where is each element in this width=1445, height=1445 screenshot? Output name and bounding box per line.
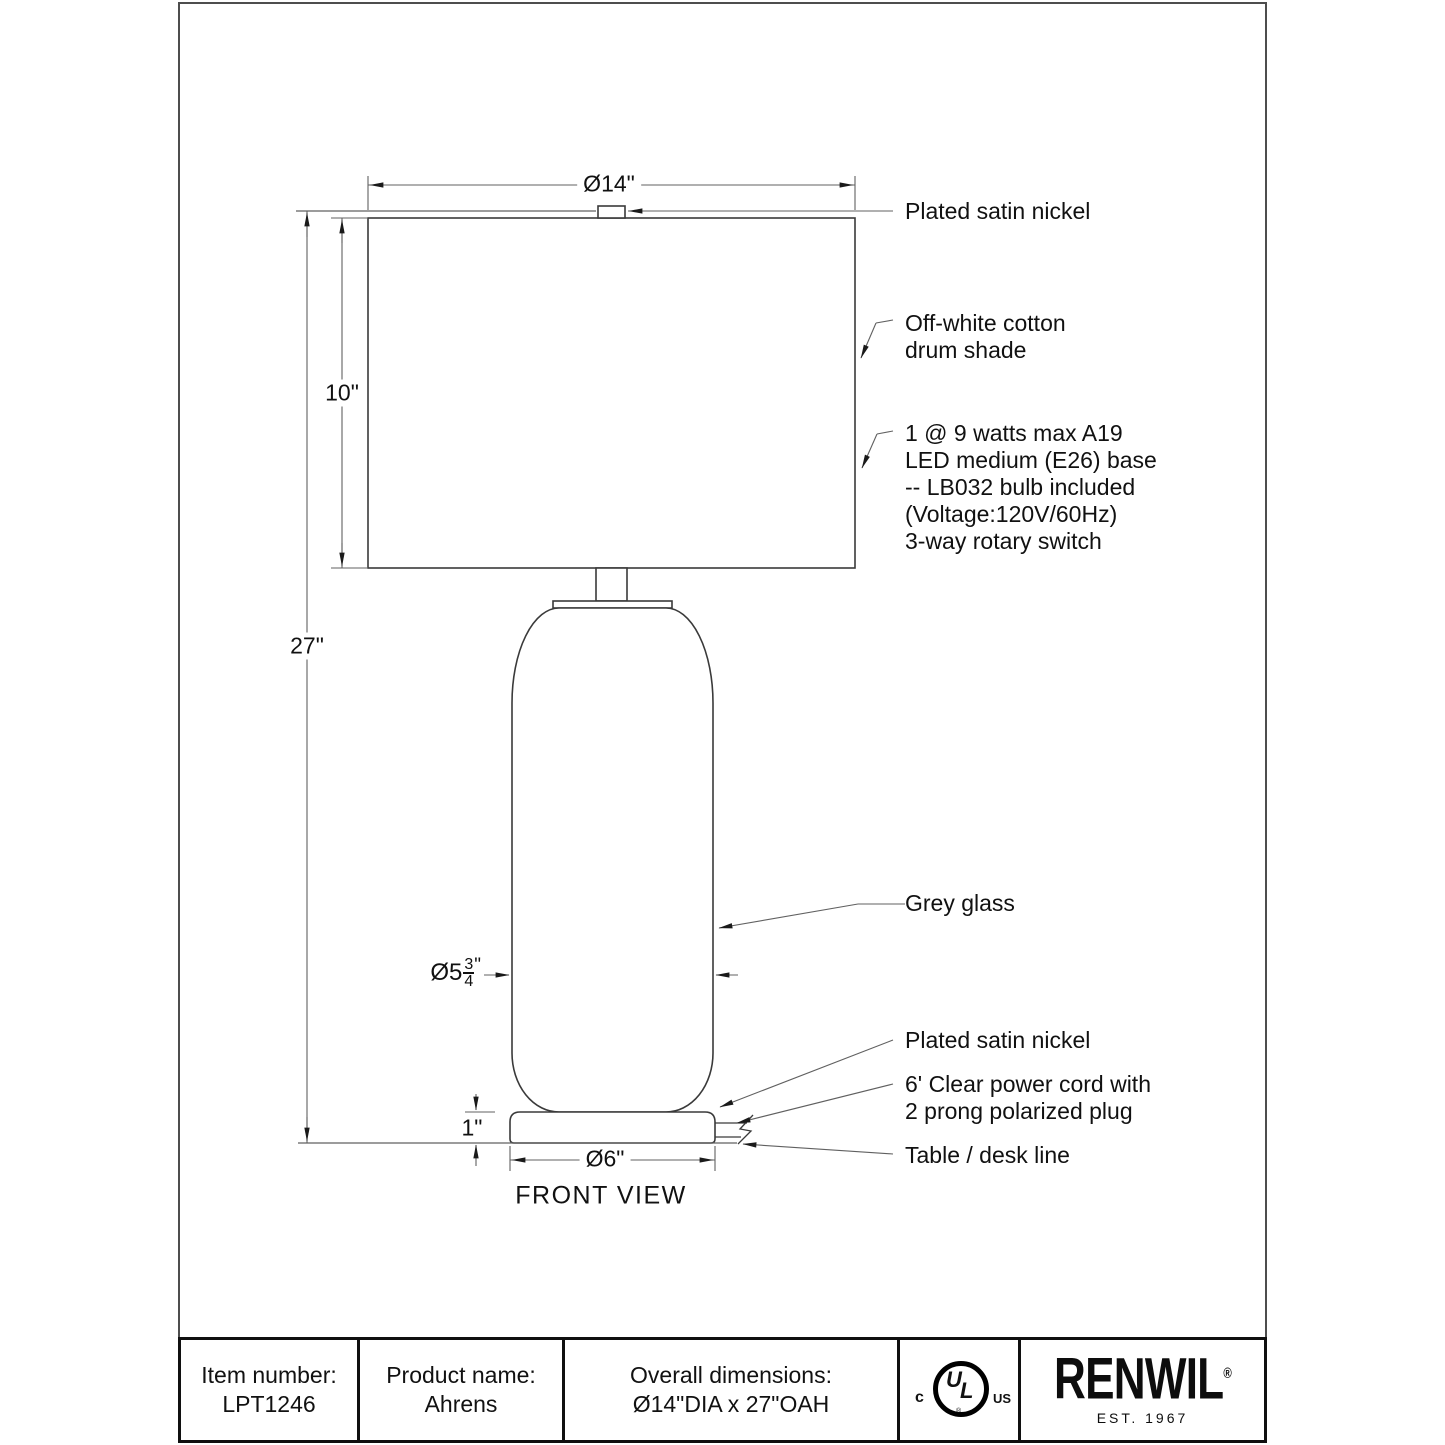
callout-base-satin: Plated satin nickel: [905, 1027, 1091, 1053]
callout-bulb-line4: (Voltage:120V/60Hz): [905, 501, 1118, 527]
callout-cord-line1: 6' Clear power cord with: [905, 1071, 1151, 1097]
dim-label-base-height: 1": [461, 1114, 483, 1141]
dim-label-overall-height: 27": [284, 633, 330, 660]
neck-cap: [553, 601, 672, 608]
title-block: [178, 1337, 1267, 1443]
product-name-value: Ahrens: [424, 1391, 498, 1417]
leader-base-satin: [720, 1040, 893, 1107]
renwil-logo: [1026, 1346, 1260, 1431]
renwil-wordmark: RENWIL®: [1053, 1346, 1232, 1412]
title-block-item-number: [181, 1340, 360, 1440]
callout-cord-line2: 2 prong polarized plug: [905, 1098, 1133, 1124]
dim-label-shade-height: 10": [319, 380, 365, 407]
title-block-product-name: [360, 1340, 565, 1440]
leader-grey-glass: [719, 904, 905, 928]
callout-shade-line2: drum shade: [905, 337, 1027, 363]
dim-label-shade-diameter: Ø14": [577, 171, 641, 198]
callout-shade-line1: Off-white cotton: [905, 310, 1066, 336]
lamp-body: [512, 608, 713, 1112]
dim-label-base-diameter: Ø6": [580, 1146, 631, 1173]
dim-label-body-diameter: [430, 957, 481, 989]
item-number-value: LPT1246: [222, 1391, 316, 1417]
lamp-shade: [368, 218, 855, 568]
leader-shade: [861, 320, 893, 358]
leader-bulb: [862, 431, 893, 468]
callout-bulb-line3: -- LB032 bulb included: [905, 474, 1136, 500]
callout-bulb: [905, 420, 1157, 555]
lamp-base: [510, 1112, 715, 1143]
callout-bulb-line5: 3-way rotary switch: [905, 528, 1102, 554]
dim-body-fraction: $\frac{3}{4}$: [464, 956, 474, 990]
callout-shade: [905, 310, 1066, 364]
ul-us-mark: US: [993, 1391, 1012, 1406]
dim-body-unit: ": [474, 955, 481, 976]
lamp-object: [368, 206, 855, 1144]
title-block-ul-listing: [900, 1340, 1021, 1440]
cul-us-logo-icon: [907, 1359, 1011, 1421]
title-block-overall-dimensions: [565, 1340, 900, 1440]
finial: [598, 206, 625, 218]
callout-bulb-line1: 1 @ 9 watts max A19: [905, 420, 1123, 446]
leader-power-cord: [737, 1084, 893, 1123]
dim-body-prefix: Ø5: [430, 959, 463, 986]
ul-c-mark: c: [915, 1389, 924, 1406]
view-title: FRONT VIEW: [515, 1181, 687, 1210]
callout-finial: Plated satin nickel: [905, 198, 1091, 224]
callout-bulb-line2: LED medium (E26) base: [905, 447, 1157, 473]
power-cord: [715, 1115, 753, 1144]
callout-power-cord: [905, 1071, 1151, 1125]
callout-table-line: Table / desk line: [905, 1142, 1070, 1168]
item-number-label: Item number:: [201, 1362, 337, 1388]
product-name-label: Product name:: [386, 1362, 536, 1388]
overall-dimensions-label: Overall dimensions:: [630, 1362, 832, 1388]
title-block-brand: [1021, 1340, 1264, 1440]
renwil-est-1967: EST. 1967: [1096, 1410, 1189, 1427]
leader-table-line: [743, 1144, 893, 1154]
renwil-registered-mark: ®: [1222, 1364, 1232, 1382]
ul-circle-icon: U L ®: [933, 1361, 989, 1417]
callout-grey-glass: Grey glass: [905, 890, 1015, 916]
overall-dimensions-value: Ø14"DIA x 27"OAH: [632, 1391, 830, 1417]
lamp-neck: [596, 568, 627, 601]
